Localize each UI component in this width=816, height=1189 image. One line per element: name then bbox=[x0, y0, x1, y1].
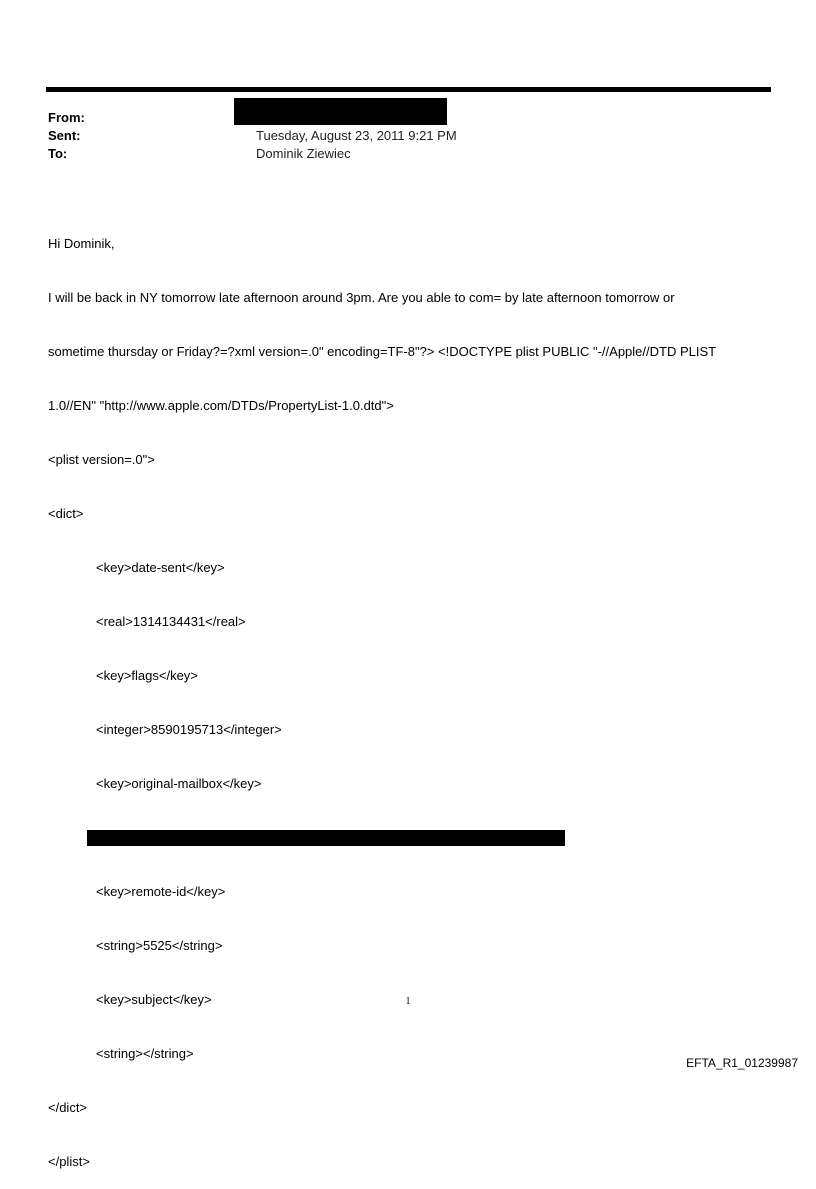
sent-value: Tuesday, August 23, 2011 9:21 PM bbox=[256, 128, 457, 143]
page-number: 1 bbox=[405, 996, 411, 1007]
dict-line: <integer>8590195713</integer> bbox=[96, 722, 282, 737]
dict-line: <key>date-sent</key> bbox=[96, 560, 225, 575]
body-line: sometime thursday or Friday?=?xml version=.0" encoding=TF-8"?> <!DOCTYPE plist PUBLIC "-//Apple//DTD PLIST bbox=[48, 344, 717, 359]
body-line: 1.0//EN" "http://www.apple.com/DTDs/PropertyList-1.0.dtd"> bbox=[48, 398, 394, 413]
closing-line: </dict> bbox=[48, 1100, 88, 1115]
dict-line: <key>original-mailbox</key> bbox=[96, 776, 262, 791]
header-divider bbox=[46, 87, 771, 92]
body-line: <plist version=.0"> bbox=[48, 452, 155, 467]
body-line: Hi Dominik, bbox=[48, 236, 115, 251]
dict-line: <real>1314134431</real> bbox=[96, 614, 246, 629]
from-label: From: bbox=[48, 110, 85, 125]
email-body bbox=[48, 199, 748, 1189]
to-label: To: bbox=[48, 146, 68, 161]
closing-line: </plist> bbox=[48, 1154, 90, 1169]
body-line: <dict> bbox=[48, 506, 84, 521]
dict-line: <key>flags</key> bbox=[96, 668, 198, 683]
sent-label: Sent: bbox=[48, 128, 81, 143]
dict-line: <string>5525</string> bbox=[96, 938, 223, 953]
body-redaction bbox=[87, 830, 565, 846]
to-value: Dominik Ziewiec bbox=[256, 146, 351, 161]
dict-line: <string></string> bbox=[96, 1046, 194, 1061]
from-redaction bbox=[234, 98, 447, 125]
body-line: I will be back in NY tomorrow late afternoon around 3pm. Are you able to com= by late afternoon tomorrow or bbox=[48, 290, 675, 305]
document-id: EFTA_R1_01239987 bbox=[686, 1056, 798, 1070]
dict-line: <key>subject</key> bbox=[96, 992, 212, 1007]
dict-line: <key>remote-id</key> bbox=[96, 884, 226, 899]
